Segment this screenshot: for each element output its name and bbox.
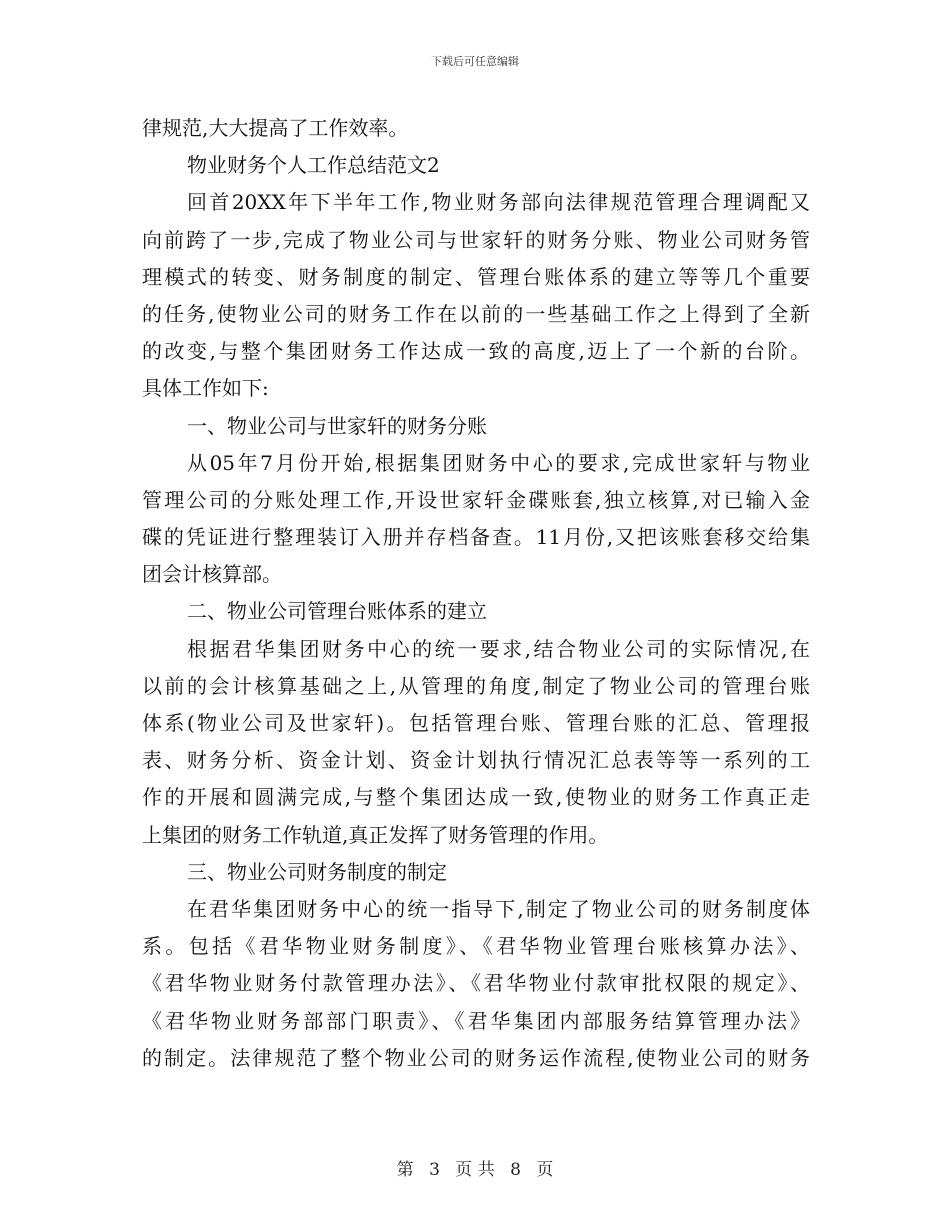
- footer-suffix: 页: [536, 1160, 554, 1180]
- body-line: 根据君华集团财务中心的统一要求,结合物业公司的实际情况,在: [187, 636, 810, 661]
- body-line: 上集团的财务工作轨道,真正发挥了财务管理的作用。: [142, 822, 609, 847]
- body-line: 物业财务个人工作总结范文2: [187, 153, 440, 178]
- body-line: 的任务,使物业公司的财务工作在以前的一些基础工作之上得到了全新: [142, 301, 810, 326]
- body-line: 作的开展和圆满完成,与整个集团达成一致,使物业的财务工作真正走: [142, 785, 810, 810]
- body-line: 回首20XX年下半年工作,物业财务部向法律规范管理合理调配又: [187, 190, 810, 215]
- body-line: 管理公司的分账处理工作,开设世家轩金碟账套,独立核算,对已输入金: [142, 487, 810, 512]
- body-line: 《君华物业财务付款管理办法》、《君华物业付款审批权限的规定》、: [142, 971, 810, 996]
- body-line: 向前跨了一步,完成了物业公司与世家轩的财务分账、物业公司财务管: [142, 227, 810, 252]
- document-body: [142, 110, 810, 1077]
- page-header: 下载后可任意编辑: [431, 55, 519, 68]
- body-line: 《君华物业财务部部门职责》、《君华集团内部服务结算管理办法》: [142, 1008, 810, 1033]
- body-line: 在君华集团财务中心的统一指导下,制定了物业公司的财务制度体: [187, 896, 810, 921]
- body-line: 律规范,大大提高了工作效率。: [142, 116, 409, 140]
- body-line: 理模式的转变、财务制度的制定、管理台账体系的建立等等几个重要: [142, 264, 810, 289]
- body-line: 表、财务分析、资金计划、资金计划执行情况汇总表等等一系列的工: [142, 748, 810, 773]
- footer-prefix: 第: [396, 1160, 414, 1180]
- body-line: 一、物业公司与世家轩的财务分账: [187, 413, 487, 438]
- body-line: 系。包括《君华物业财务制度》、《君华物业管理台账核算办法》、: [142, 934, 810, 959]
- body-line: 碟的凭证进行整理装订入册并存档备查。11月份,又把该账套移交给集: [142, 525, 810, 550]
- footer-current-page: 3: [429, 1160, 440, 1180]
- body-line: 团会计核算部。: [142, 562, 282, 587]
- body-line: 以前的会计核算基础之上,从管理的角度,制定了物业公司的管理台账: [142, 673, 810, 698]
- page-footer: [0, 1155, 950, 1180]
- body-line: 从05年7月份开始,根据集团财务中心的要求,完成世家轩与物业: [187, 450, 810, 475]
- body-line: 体系(物业公司及世家轩)。包括管理台账、管理台账的汇总、管理报: [142, 711, 810, 735]
- body-line: 具体工作如下:: [142, 376, 269, 401]
- body-line: 三、物业公司财务制度的制定: [187, 859, 447, 884]
- footer-middle: 页 共: [455, 1160, 495, 1180]
- footer-total-pages: 8: [510, 1160, 521, 1180]
- body-line: 二、物业公司管理台账体系的建立: [187, 599, 487, 624]
- body-line: 的改变,与整个集团财务工作达成一致的高度,迈上了一个新的台阶。: [142, 339, 810, 364]
- body-line: 的制定。法律规范了整个物业公司的财务运作流程,使物业公司的财务: [142, 1045, 810, 1070]
